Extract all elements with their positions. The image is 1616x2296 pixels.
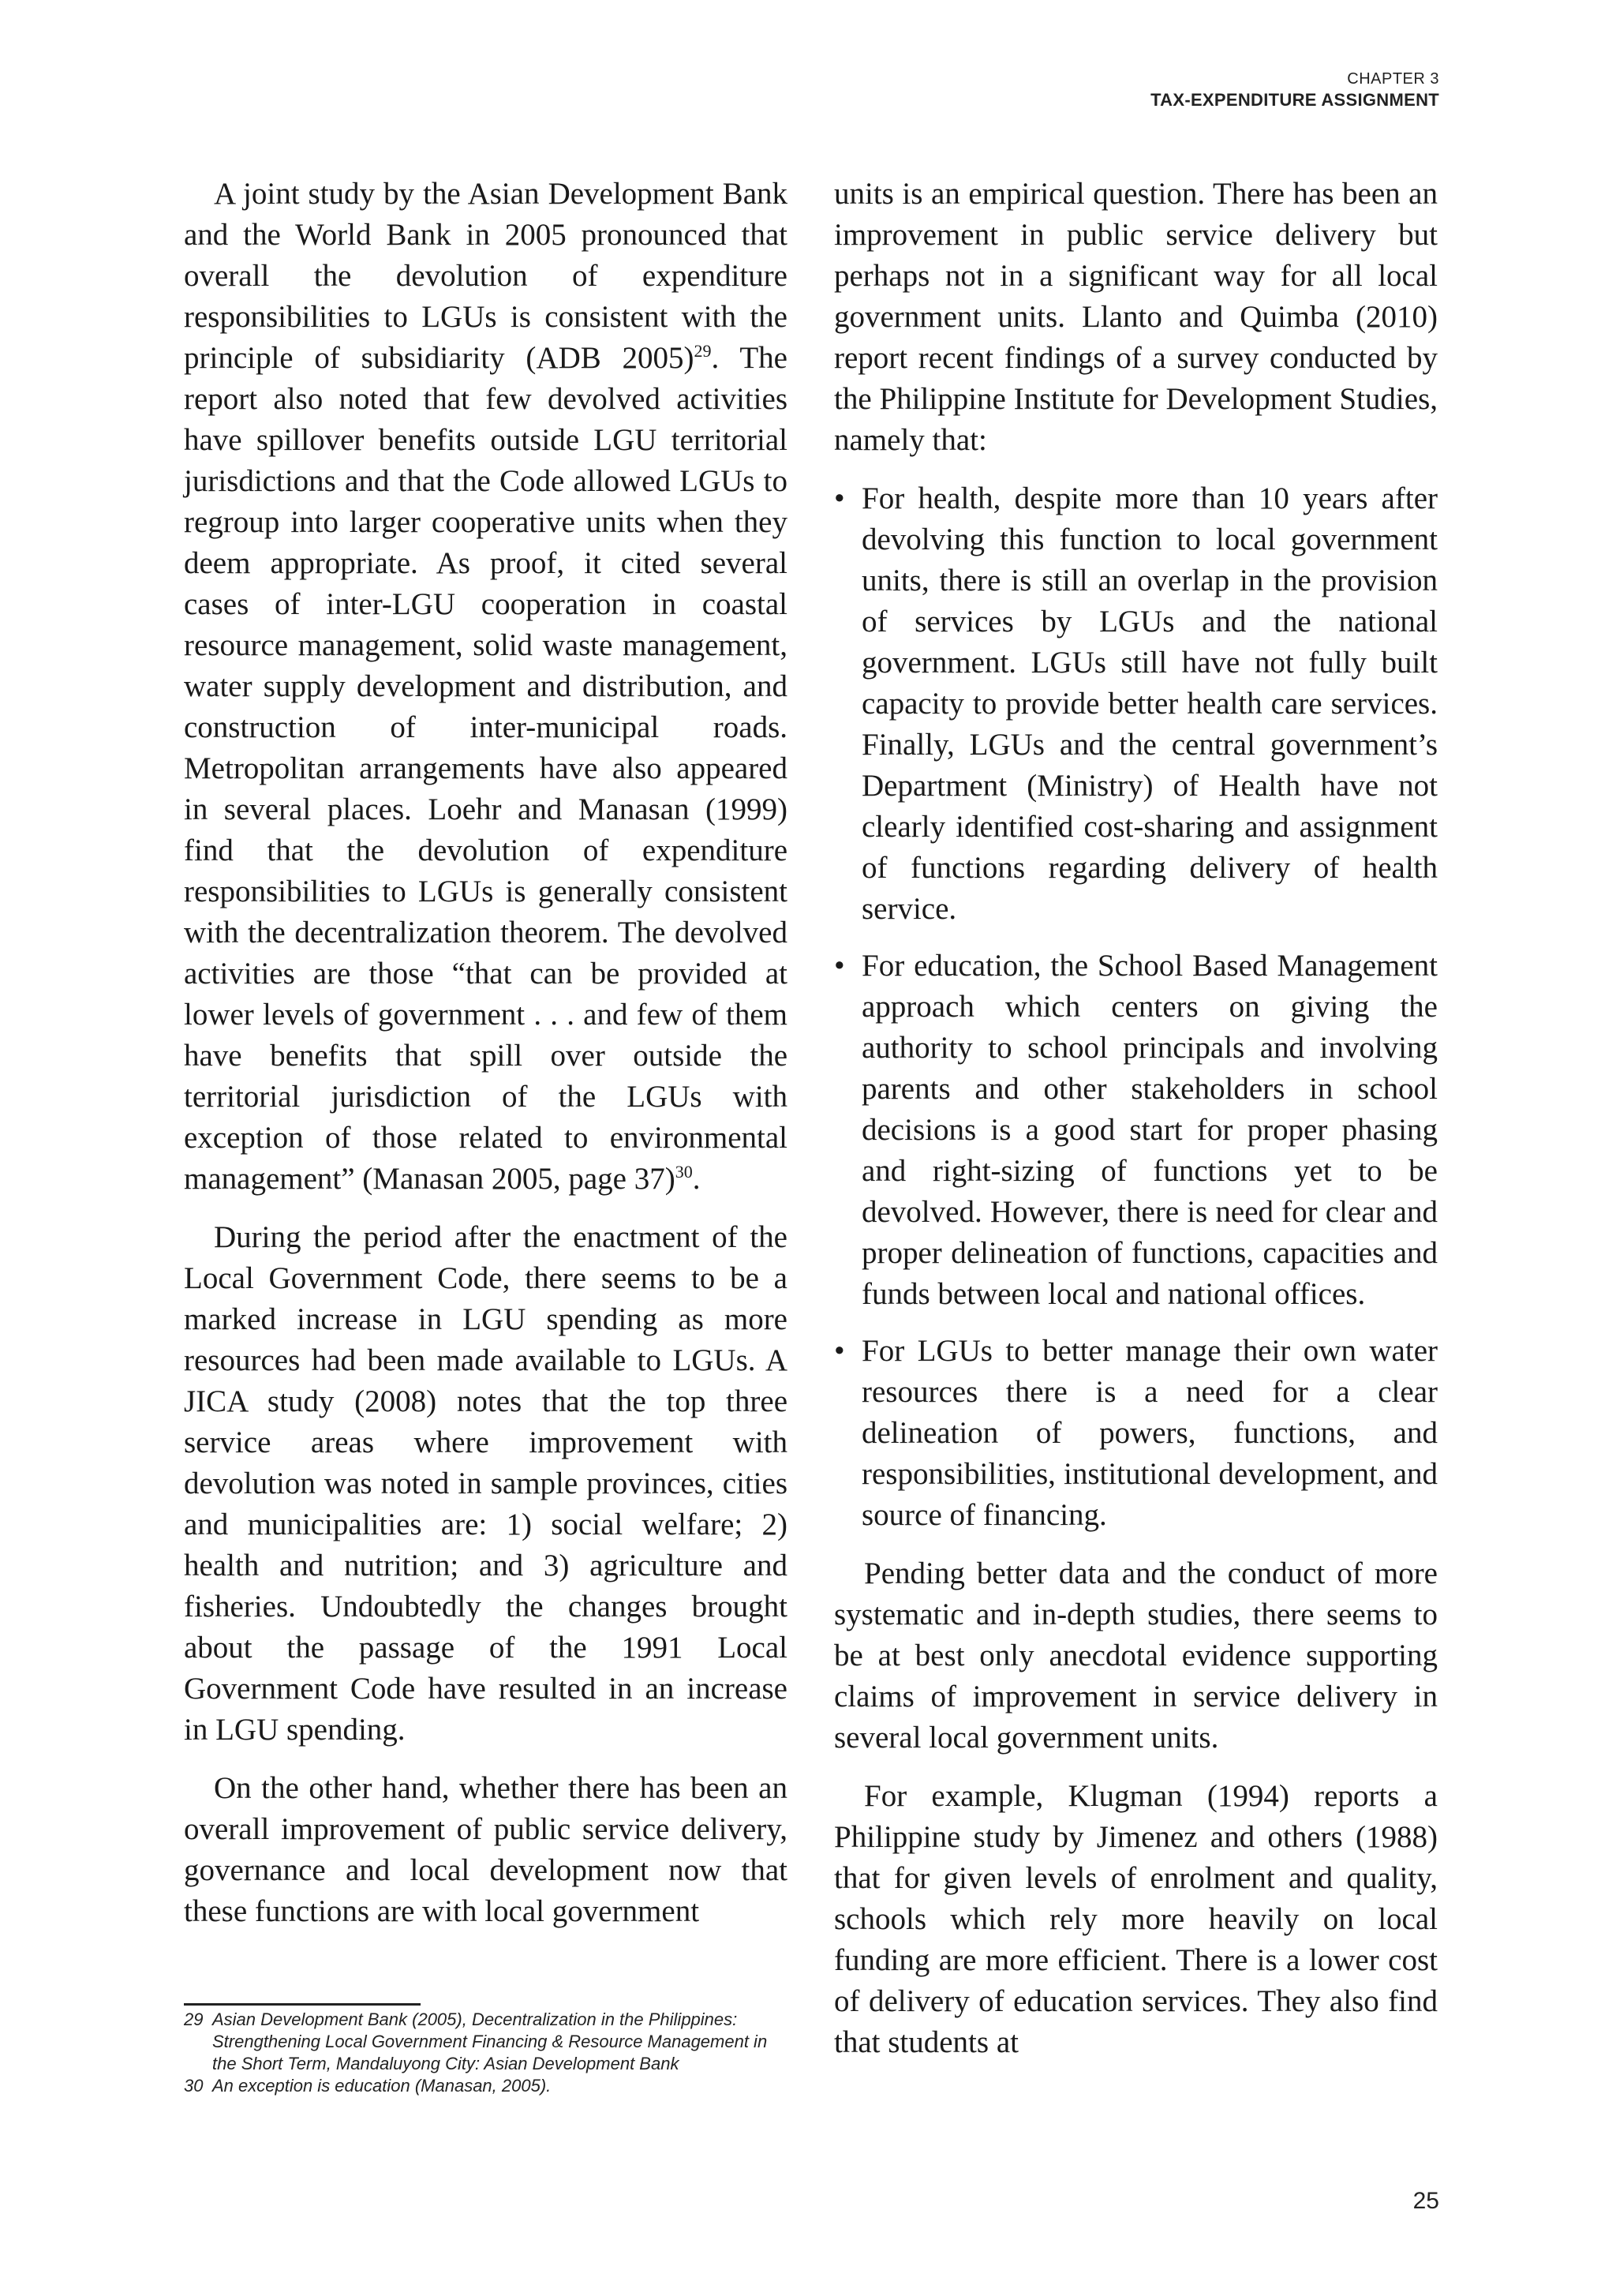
paragraph-text: . xyxy=(692,1162,701,1196)
bullet-icon: • xyxy=(834,1334,845,1368)
footnote-divider xyxy=(184,2003,421,2006)
right-column xyxy=(834,174,1438,2081)
bullet-icon: • xyxy=(834,481,845,515)
findings-list xyxy=(834,478,1438,1536)
list-item-education xyxy=(834,946,1438,1315)
paragraph-pending-data: Pending better data and the conduct of more systematic and in-depth studies, there seems to be at best only anecdotal evidence supporting claims of improvement in service delivery in several local government units. xyxy=(834,1556,1438,1755)
list-item-text: For LGUs to better manage their own water resources there is a need for a clear delineation of powers, functions, and responsibilities, institutional development, and source of financing. xyxy=(862,1334,1438,1532)
list-item-text: For health, despite more than 10 years after devolving this function to local government units, there is still an overlap in the provision of services by LGUs and the national government. LGUs still have not fully built capacity to provide better health care services. Finally, LGUs and the central government’s Department (Ministry) of Health have not clearly identified cost-sharing and assignment of functions regarding delivery of health service. xyxy=(862,481,1438,926)
left-column xyxy=(184,174,787,1950)
page-number: 25 xyxy=(1412,2188,1439,2214)
list-item-water xyxy=(834,1331,1438,1536)
bullet-icon: • xyxy=(834,949,845,983)
footnote-number: 30 xyxy=(184,2076,204,2096)
paragraph-lgu-spending: During the period after the enactment of the Local Government Code, there seems to be a marked increase in LGU spending as more resources had been made available to LGUs. A JICA study (2008) notes that the top three service areas where improvement with devolution was noted in sample provinces, cities and municipalities are: 1) social welfare; 2) health and nutrition; and 3) agriculture and fisheries. Undoubtedly the changes brought about the passage of the 1991 Local Government Code have resulted in an increase in LGU spending. xyxy=(184,1220,787,1747)
list-item-health xyxy=(834,478,1438,930)
paragraph-klugman: For example, Klugman (1994) reports a Philippine study by Jimenez and others (1988) that for given levels of enrolment and quality, schools which rely more heavily on local funding are more efficient. There is a lower cost of delivery of education services. They also find that students at xyxy=(834,1779,1438,2059)
paragraph-text: A joint study by the Asian Development Bank and the World Bank in 2005 pronounced that overall the devolution of expenditure responsibilities to LGUs is consistent with the principle of subsidiarity (ADB 2005) xyxy=(184,177,787,375)
footnote-text: An exception is education (Manasan, 2005). xyxy=(212,2076,552,2096)
footnote-ref-30: 30 xyxy=(675,1162,693,1182)
paragraph-adb-study xyxy=(184,174,787,1200)
footnotes xyxy=(184,2003,784,2097)
chapter-label: CHAPTER 3 xyxy=(1347,70,1439,88)
footnote-30 xyxy=(184,2075,784,2097)
paragraph-empirical-question: units is an empirical question. There has been an improvement in public service delivery but perhaps not in a significant way for all local government units. Llanto and Quimba (2010) report recent findings of a survey conducted by the Philippine Institute for Development Studies, namely that: xyxy=(834,177,1438,457)
footnote-ref-29: 29 xyxy=(694,341,712,361)
footnote-number: 29 xyxy=(184,2009,204,2029)
paragraph-text: . The report also noted that few devolved activities have spillover benefits outside LGU territorial jurisdictions and that the Code allowed LGUs to regroup into larger cooperative units when they deem appropriate. As proof, it cited several cases of inter-LGU cooperation in coastal resource management, solid waste management, water supply development and distribution, and construction of inter-municipal roads. Metropolitan arrangements have also appeared in several places. Loehr and Manasan (1999) find that the devolution of expenditure responsibilities to LGUs is generally consistent with the decentralization theorem. The devolved activities are those “that can be provided at lower levels of government . . . and few of them have benefits that spill over outside the territorial jurisdiction of the LGUs with exception of those related to environmental management” (Manasan 2005, page 37) xyxy=(184,341,787,1196)
list-item-text: For education, the School Based Management approach which centers on giving the authority to school principals and involving parents and other stakeholders in school decisions is a good start for proper phasing and right-sizing of functions yet to be devolved. However, there is need for clear and proper delineation of functions, capacities and funds between local and national offices. xyxy=(862,949,1438,1311)
running-head xyxy=(1150,69,1439,111)
paragraph-service-delivery: On the other hand, whether there has been an overall improvement of public service delivery, governance and local development now that these functions are with local government xyxy=(184,1771,787,1928)
footnote-text: Asian Development Bank (2005), Decentralization in the Philippines: Strengthening Local Government Financing & Resource Management in the Short Term, Mandaluyong City: Asian Development Bank xyxy=(212,2009,768,2073)
section-title: TAX-EXPENDITURE ASSIGNMENT xyxy=(1150,90,1439,110)
footnote-29 xyxy=(184,2009,784,2075)
